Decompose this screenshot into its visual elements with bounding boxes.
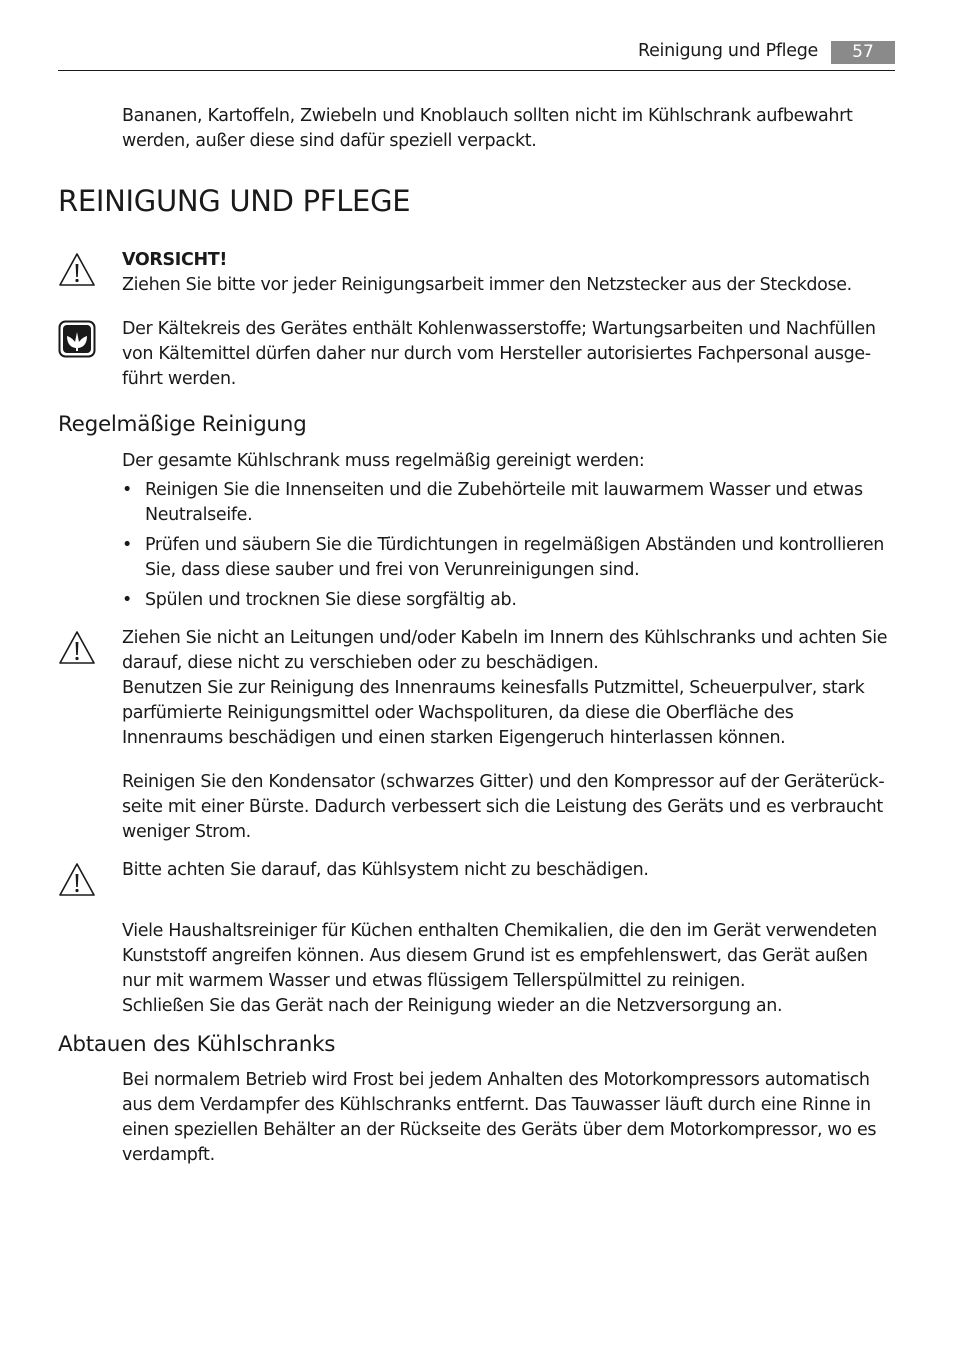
condenser-paragraph: Reinigen Sie den Kondensator (schwarzes Gitter) und den Kompressor auf der Geräterück-seite mit einer Bürste. Dadurch verbessert sich die Leistung des Geräts und es verbraucht weniger Strom.	[122, 772, 885, 842]
list-item-text: Prüfen und säubern Sie die Türdichtungen in regelmäßigen Abständen und kontrollieren Sie, dass diese sauber und frei von Verunreinigungen sind.	[145, 535, 885, 580]
list-item-text: Spülen und trocknen Sie diese sorgfältig ab.	[145, 590, 517, 610]
list-item	[122, 533, 897, 583]
cleaners-paragraph: Viele Haushaltsreiniger für Küchen enthalten Chemikalien, die den im Gerät verwendeten Kunststoff angreifen können. Aus diesem Grund ist es empfehlenswert, das Gerät außen nur mit warmem Wasser und etwas flüssigem Tellerspülmittel zu reinigen.	[122, 921, 877, 991]
warning-triangle-icon	[58, 251, 96, 289]
environment-icon	[58, 320, 96, 358]
regular-cleaning-intro: Der gesamte Kühlschrank muss regelmäßig gereinigt werden:	[122, 451, 645, 471]
reconnect-paragraph: Schließen Sie das Gerät nach der Reinigung wieder an die Netzversorgung an.	[122, 996, 783, 1016]
warning-triangle-icon	[58, 861, 96, 899]
warning-triangle-icon	[58, 629, 96, 667]
bullet: •	[122, 535, 132, 555]
environment-note: Der Kältekreis des Gerätes enthält Kohlenwasserstoffe; Wartungsarbeiten und Nachfüllen von Kältemittel dürfen daher nur durch vom Hersteller autorisiertes Fachpersonal ausge-führt werden.	[122, 319, 876, 389]
caution-text: Ziehen Sie bitte vor jeder Reinigungsarbeit immer den Netzstecker aus der Steckdose.	[122, 275, 852, 295]
list-item	[122, 588, 897, 613]
header-title: Reinigung und Pflege	[638, 41, 818, 61]
list-item	[122, 478, 897, 528]
intro-paragraph: Bananen, Kartoffeln, Zwiebeln und Knoblauch sollten nicht im Kühlschrank aufbewahrt werden, außer diese sind dafür speziell verpackt.	[122, 106, 853, 151]
page-number: 57	[831, 41, 895, 64]
section-title: REINIGUNG UND PFLEGE	[58, 184, 411, 218]
defrost-heading: Abtauen des Kühlschranks	[58, 1032, 336, 1057]
page-header	[58, 40, 895, 71]
warning-cooling-system: Bitte achten Sie darauf, das Kühlsystem nicht zu beschädigen.	[122, 860, 649, 880]
warning-cleaners: Benutzen Sie zur Reinigung des Innenraums keinesfalls Putzmittel, Scheuerpulver, stark parfümierte Reinigungsmittel oder Wachspolituren, da diese die Oberfläche des Innenraums beschädigen und einen starken Eigengeruch hinterlassen können.	[122, 678, 865, 748]
warning-cables: Ziehen Sie nicht an Leitungen und/oder Kabeln im Innern des Kühlschranks und achten Sie darauf, diese nicht zu verschieben oder zu beschädigen.	[122, 628, 888, 673]
bullet: •	[122, 480, 132, 500]
list-item-text: Reinigen Sie die Innenseiten und die Zubehörteile mit lauwarmem Wasser und etwas Neutralseife.	[145, 480, 863, 525]
caution-label: VORSICHT!	[122, 250, 227, 270]
regular-cleaning-heading: Regelmäßige Reinigung	[58, 412, 307, 437]
defrost-paragraph: Bei normalem Betrieb wird Frost bei jedem Anhalten des Motorkompressors automatisch aus dem Verdampfer des Kühlschranks entfernt. Das Tauwasser läuft durch eine Rinne in einen speziellen Behälter an der Rückseite des Geräts über dem Motorkompressor, wo es verdampft.	[122, 1070, 877, 1165]
bullet: •	[122, 590, 132, 610]
